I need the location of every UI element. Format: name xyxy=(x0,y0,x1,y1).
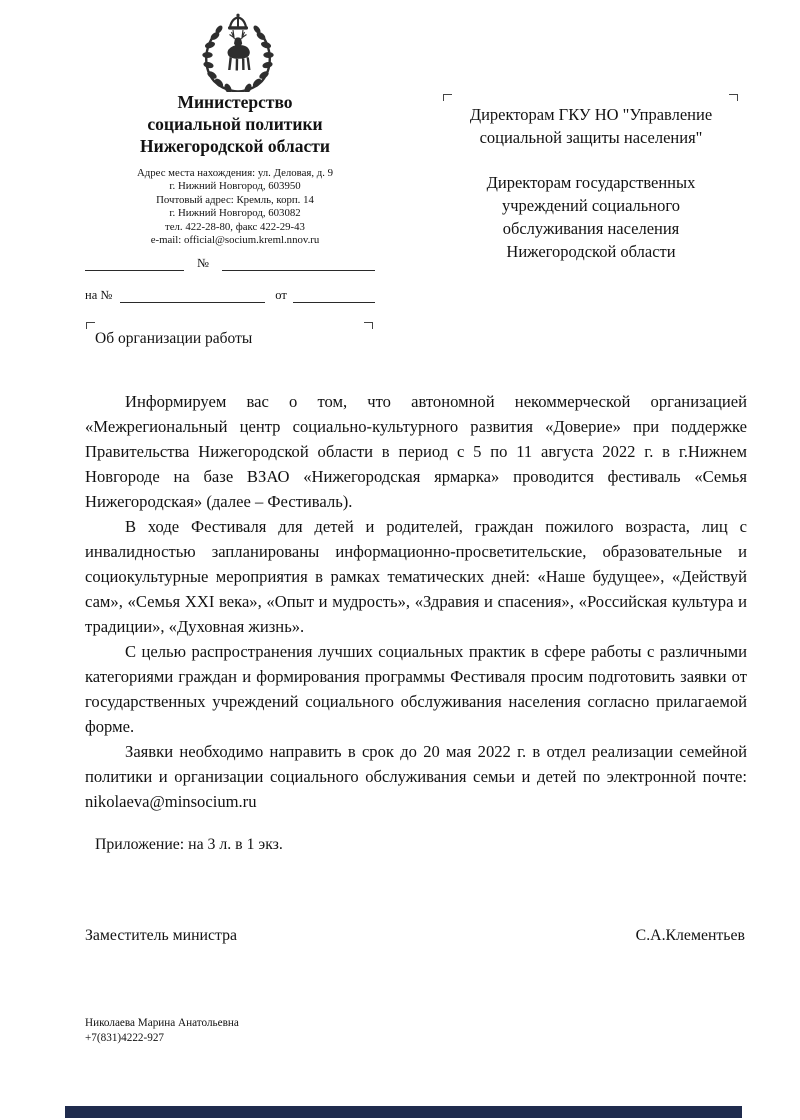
number-sign: № xyxy=(197,256,209,270)
ministry-name-line: Нижегородской области xyxy=(140,136,330,156)
corner-mark-icon xyxy=(729,94,738,101)
addressee-line: обслуживания населения xyxy=(502,219,680,238)
bottom-scan-bar xyxy=(65,1106,742,1118)
address-line: Адрес места нахождения: ул. Деловая, д. 9 xyxy=(136,167,334,179)
addressee-block xyxy=(445,103,737,263)
body-paragraph: Заявки необходимо направить в срок до 20 мая 2022 г. в отдел реализации семейной политики и организации социального обслуживания семьи и детей по электронной почте: nikolaeva@minsocium.ru xyxy=(85,742,747,811)
ministry-name-line: Министерство xyxy=(177,92,293,112)
reply-number-blank-line[interactable] xyxy=(120,289,265,303)
letter-body xyxy=(85,389,747,814)
addressee-line: Директорам государственных xyxy=(486,173,696,192)
address-line: e-mail: official@socium.kreml.nnov.ru xyxy=(150,234,320,247)
addressee-group-2 xyxy=(445,171,737,263)
reply-from-label: от xyxy=(275,288,287,302)
addressee-line: Нижегородской области xyxy=(506,242,676,261)
attachment-note: Приложение: на 3 л. в 1 экз. xyxy=(95,836,283,853)
addressee-line: социальной защиты населения" xyxy=(479,128,703,147)
ministry-name xyxy=(80,91,390,157)
executor-name: Николаева Марина Анатольевна xyxy=(85,1017,239,1029)
subject-line: Об организации работы xyxy=(95,330,253,347)
date-blank-line[interactable] xyxy=(85,257,184,271)
body-paragraph: Информируем вас о том, что автономной некоммерческой организацией «Межрегиональный центр социально-культурного развития «Доверие» при поддержке Правительства Нижегородской области в период с 5 по 11 августа 2022 г. в г.Нижнем Новгороде на базе ВЗАО «Нижегородская ярмарка» проводится фестиваль «Семья Нижегородская» (далее – Фестиваль). xyxy=(85,392,747,511)
body-paragraph: С целью распространения лучших социальных практик в сфере работы с различными категориями граждан и формирования программы Фестиваля просим подготовить заявки от государственных учреждений социального обслуживания населения согласно прилагаемой форме. xyxy=(85,642,747,736)
address-line: Почтовый адрес: Кремль, корп. 14 xyxy=(156,193,314,206)
ministry-address-block xyxy=(80,167,390,247)
signer-name: С.А.Клементьев xyxy=(635,927,745,944)
corner-mark-icon xyxy=(86,322,95,329)
corner-mark-icon xyxy=(443,94,452,101)
addressee-group-1 xyxy=(445,103,737,149)
address-line: тел. 422-28-80, факс 422-29-43 xyxy=(165,220,305,233)
addressee-line: учреждений социального xyxy=(501,196,680,215)
addressee-line: Директорам ГКУ НО "Управление xyxy=(469,105,713,124)
reply-date-blank-line[interactable] xyxy=(293,289,375,303)
outgoing-number-row xyxy=(85,256,375,271)
body-paragraph: В ходе Фестиваля для детей и родителей, граждан пожилого возраста, лиц с инвалидностью запланированы информационно-просветительские, образовательные и социокультурные мероприятия в рамках тематических дней: «Наше будущее», «Действуй сам», «Семья XXI века», «Опыт и мудрость», «Здравия и спасения», «Российская культура и традиции», «Духовная жизнь». xyxy=(85,517,747,636)
address-line: г. Нижний Новгород, 603950 xyxy=(169,180,301,193)
corner-mark-icon xyxy=(364,322,373,329)
ministry-name-line: социальной политики xyxy=(147,114,323,134)
number-blank-line[interactable] xyxy=(222,257,375,271)
address-line: г. Нижний Новгород, 603082 xyxy=(169,207,301,220)
coat-of-arms-icon xyxy=(199,12,277,92)
signer-position: Заместитель министра xyxy=(85,927,238,944)
reply-prefix-label: на № xyxy=(85,288,113,302)
executor-phone: +7(831)4222-927 xyxy=(85,1032,165,1044)
reply-reference-row xyxy=(85,288,375,303)
signature-row xyxy=(85,927,745,945)
executor-contact xyxy=(85,1016,239,1046)
